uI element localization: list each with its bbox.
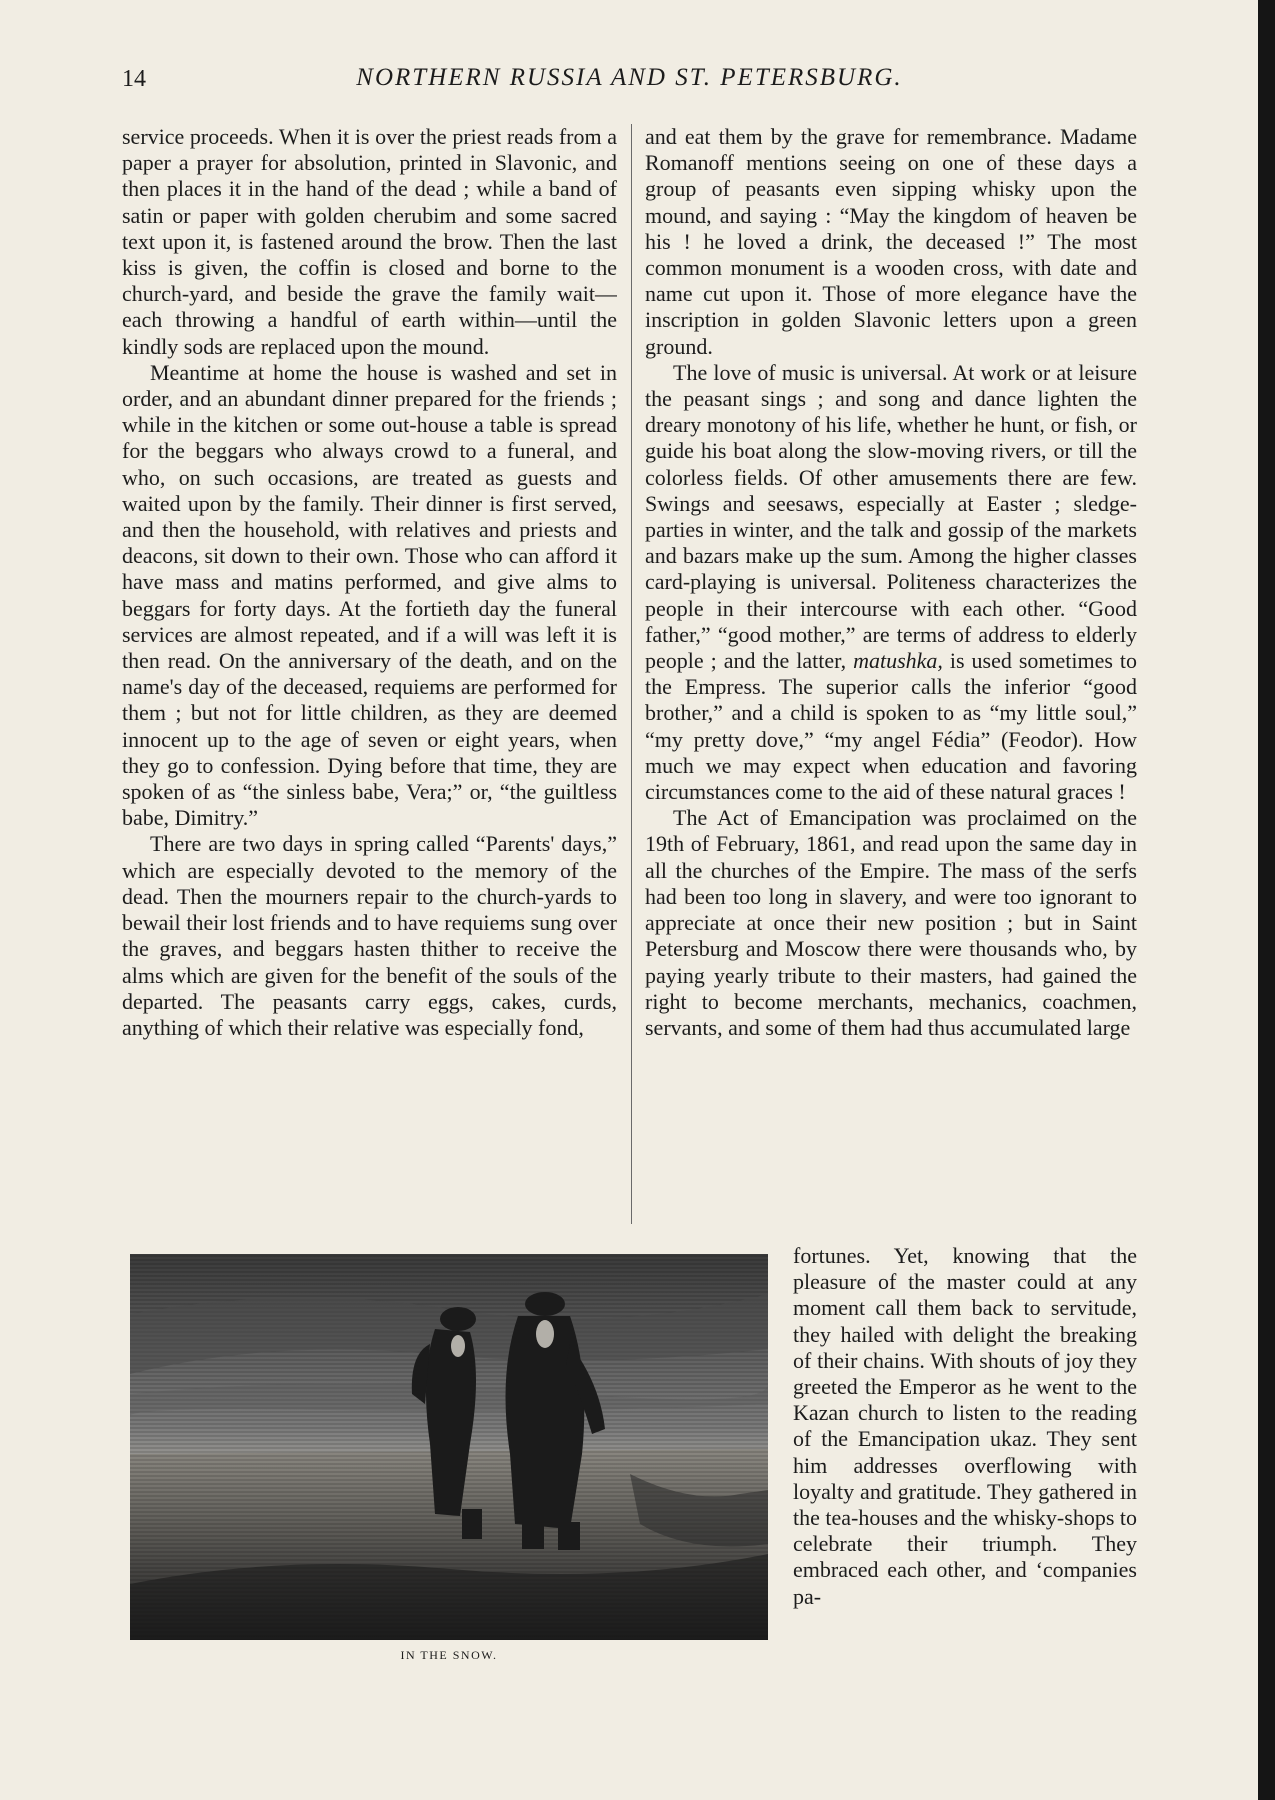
page-number: 14 <box>122 66 146 92</box>
left-column <box>122 124 617 1246</box>
paragraph: Meantime at home the house is washed and set in order, and an abundant dinner prepared for the friends ; while in the kitchen or some out-house a table is spread for the beggars who always crowd to a funeral, and who, on such occasions, are treated as guests and waited upon by the family. Their dinner is first served, and then the household, with relatives and priests and deacons, sit down to their own. Those who can afford it have mass and matins performed, and give alms to beggars for forty days. At the fortieth day the funeral services are almost repeated, and if a will was left it is then read. On the anniversary of the death, and on the name's day of the deceased, requiems are performed for them ; but not for little children, as they are deemed innocent up to the age of seven or eight years, when they go to confession. Dying before that time, they are spoken of as “the sinless babe, Vera;” or, “the guiltless babe, Dimitry.” <box>122 359 617 831</box>
paragraph: The Act of Emancipation was proclaimed on the 19th of February, 1861, and read upon the same day in all the churches of the Empire. The mass of the serfs had been too long in slavery, and were too ignorant to appreciate at once their new position ; but in Saint Petersburg and Moscow there were thousands who, by paying yearly tribute to their masters, had gained the right to become merchants, mechanics, coachmen, servants, and some of them had thus accumulated large <box>645 805 1137 1040</box>
paragraph: There are two days in spring called “Parents' days,” which are especially devoted to the memory of the dead. Then the mourners repair to the church-yards to bewail their lost friends and to have requiems sung over the graves, and beggars hasten thither to receive the alms which are given for the benefit of the souls of the departed. The peasants carry eggs, cakes, curds, anything of which their relative was especially fond, <box>122 831 617 1040</box>
page-edge-shadow <box>1258 0 1275 1800</box>
text-run: is used sometimes to the Empress. The superior calls the inferior “good brother,” and a child is spoken to as “my little soul,” “my pretty dove,” “my angel Fédia” (Feodor). How much we may expect when education and favoring circumstances come to the aid of these natural graces ! <box>645 648 1137 805</box>
engraving-figure <box>130 1254 768 1640</box>
right-column <box>645 124 1137 1224</box>
engraving-illustration <box>130 1254 768 1640</box>
text-run: The love of music is universal. At work or at leisure the peasant sings ; and song and dance lighten the dreary monotony of his life, whether he hunt, or fish, or guide his boat along the slow-moving rivers, or till the colorless fields. Of other amusements there are few. Swings and seesaws, especially at Easter ; sledge-parties in winter, and the talk and gossip of the markets and bazars make up the sum. Among the higher classes card-playing is universal. Politeness characterizes the people in their intercourse with each other. “Good father,” “good mother,” are terms of address to elderly people ; and the latter, <box>645 359 1137 674</box>
italic-term: matushka, <box>853 648 943 674</box>
wrap-column <box>793 1243 1137 1673</box>
running-title: NORTHERN RUSSIA AND ST. PETERSBURG. <box>356 64 903 91</box>
figure-caption: IN THE SNOW. <box>400 1648 498 1662</box>
paragraph: and eat them by the grave for remembrance. Madame Romanoff mentions seeing on one of these days a group of peasants even sipping whisky upon the mound, and saying : “May the kingdom of heaven be his ! he loved a drink, the deceased !” The most common monument is a wooden cross, with date and name cut upon it. Those of more elegance have the inscription in golden Slavonic letters upon a green ground. <box>645 124 1137 359</box>
column-divider <box>631 124 632 1224</box>
paragraph: fortunes. Yet, knowing that the pleasure of the master could at any moment call them back to servitude, they hailed with delight the breaking of their chains. With shouts of joy they greeted the Emperor as he went to the Kazan church to listen to the reading of the Emancipation ukaz. They sent him addresses overflowing with loyalty and gratitude. They gathered in the tea-houses and the whisky-shops to celebrate their triumph. They embraced each other, and ‘companies pa- <box>793 1243 1137 1609</box>
paragraph: service proceeds. When it is over the priest reads from a paper a prayer for absolution, printed in Slavonic, and then places it in the hand of the dead ; while a band of satin or paper with golden cherubim and some sacred text upon it, is fastened around the brow. Then the last kiss is given, the coffin is closed and borne to the church-yard, and beside the grave the family wait—each throwing a handful of earth within—until the kindly sods are replaced upon the mound. <box>122 124 617 359</box>
paragraph <box>645 360 1137 805</box>
page-header <box>122 60 1137 100</box>
